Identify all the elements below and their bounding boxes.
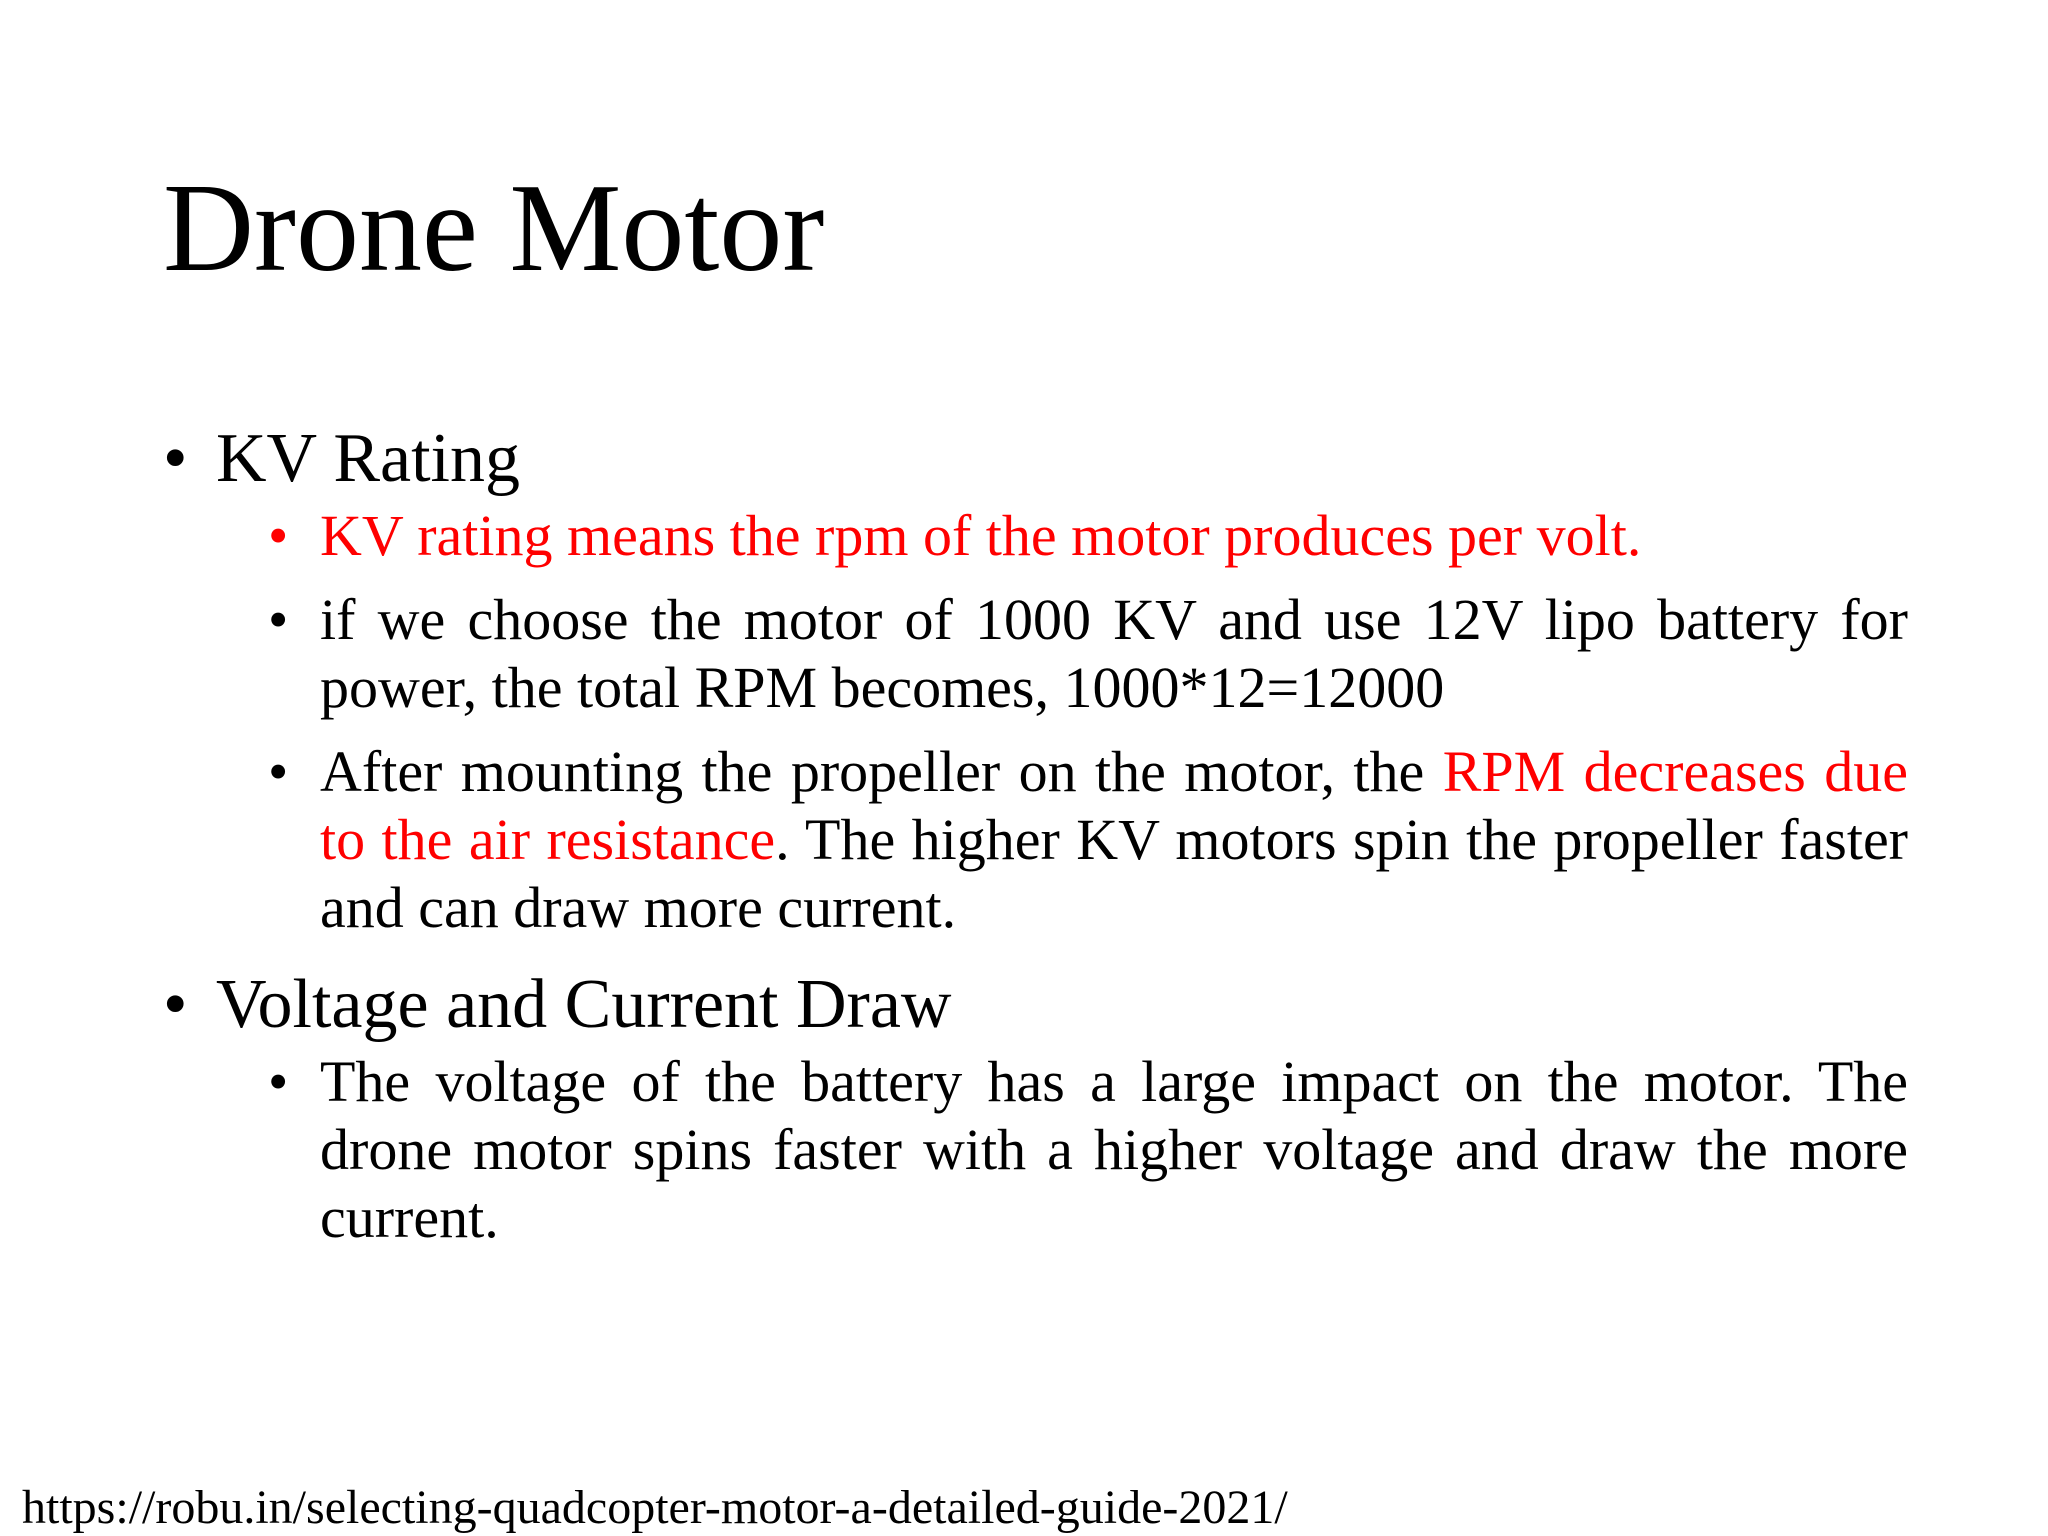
sub-bullet-text: The voltage of the battery has a large impact on the motor. The drone motor spins faster with a higher voltage and draw the more current. bbox=[320, 1049, 1908, 1250]
sub-bullet-text-part2: . The higher KV motors spin the propeller faster and can draw more current. bbox=[320, 807, 1908, 940]
sub-bullet-propeller-effect bbox=[268, 738, 1908, 942]
sub-bullet-voltage-impact bbox=[268, 1048, 1908, 1252]
sub-bullet-text-part1: After mounting the propeller on the motor, the bbox=[320, 739, 1443, 804]
bullet-icon: • bbox=[268, 739, 289, 804]
sub-bullet-text: KV rating means the rpm of the motor produces per volt. bbox=[320, 503, 1642, 568]
kv-rating-sublist bbox=[163, 502, 1908, 942]
section-heading-voltage-current: Voltage and Current Draw bbox=[216, 966, 952, 1043]
bullet-icon: • bbox=[268, 503, 289, 568]
slide-body bbox=[163, 418, 1908, 1274]
voltage-current-sublist bbox=[163, 1048, 1908, 1252]
section-heading-kv-rating: KV Rating bbox=[216, 420, 520, 497]
slide-title: Drone Motor bbox=[163, 159, 825, 298]
sub-bullet-text: if we choose the motor of 1000 KV and use 12V lipo battery for power, the total RPM becomes, 1000*12=12000 bbox=[320, 587, 1908, 720]
sub-bullet-highlight: RPM decreases due to the air resistance bbox=[320, 739, 1908, 872]
bullet-icon: • bbox=[268, 1049, 289, 1114]
sub-bullet-kv-example bbox=[268, 586, 1908, 722]
sub-bullet-kv-definition bbox=[268, 502, 1908, 570]
bullet-kv-rating bbox=[163, 418, 1908, 500]
bullet-icon: • bbox=[163, 966, 188, 1043]
bullet-icon: • bbox=[268, 587, 289, 652]
bullet-icon: • bbox=[163, 420, 188, 497]
bullet-voltage-current bbox=[163, 964, 1908, 1046]
source-url: https://robu.in/selecting-quadcopter-motor-a-detailed-guide-2021/ bbox=[22, 1481, 1288, 1534]
